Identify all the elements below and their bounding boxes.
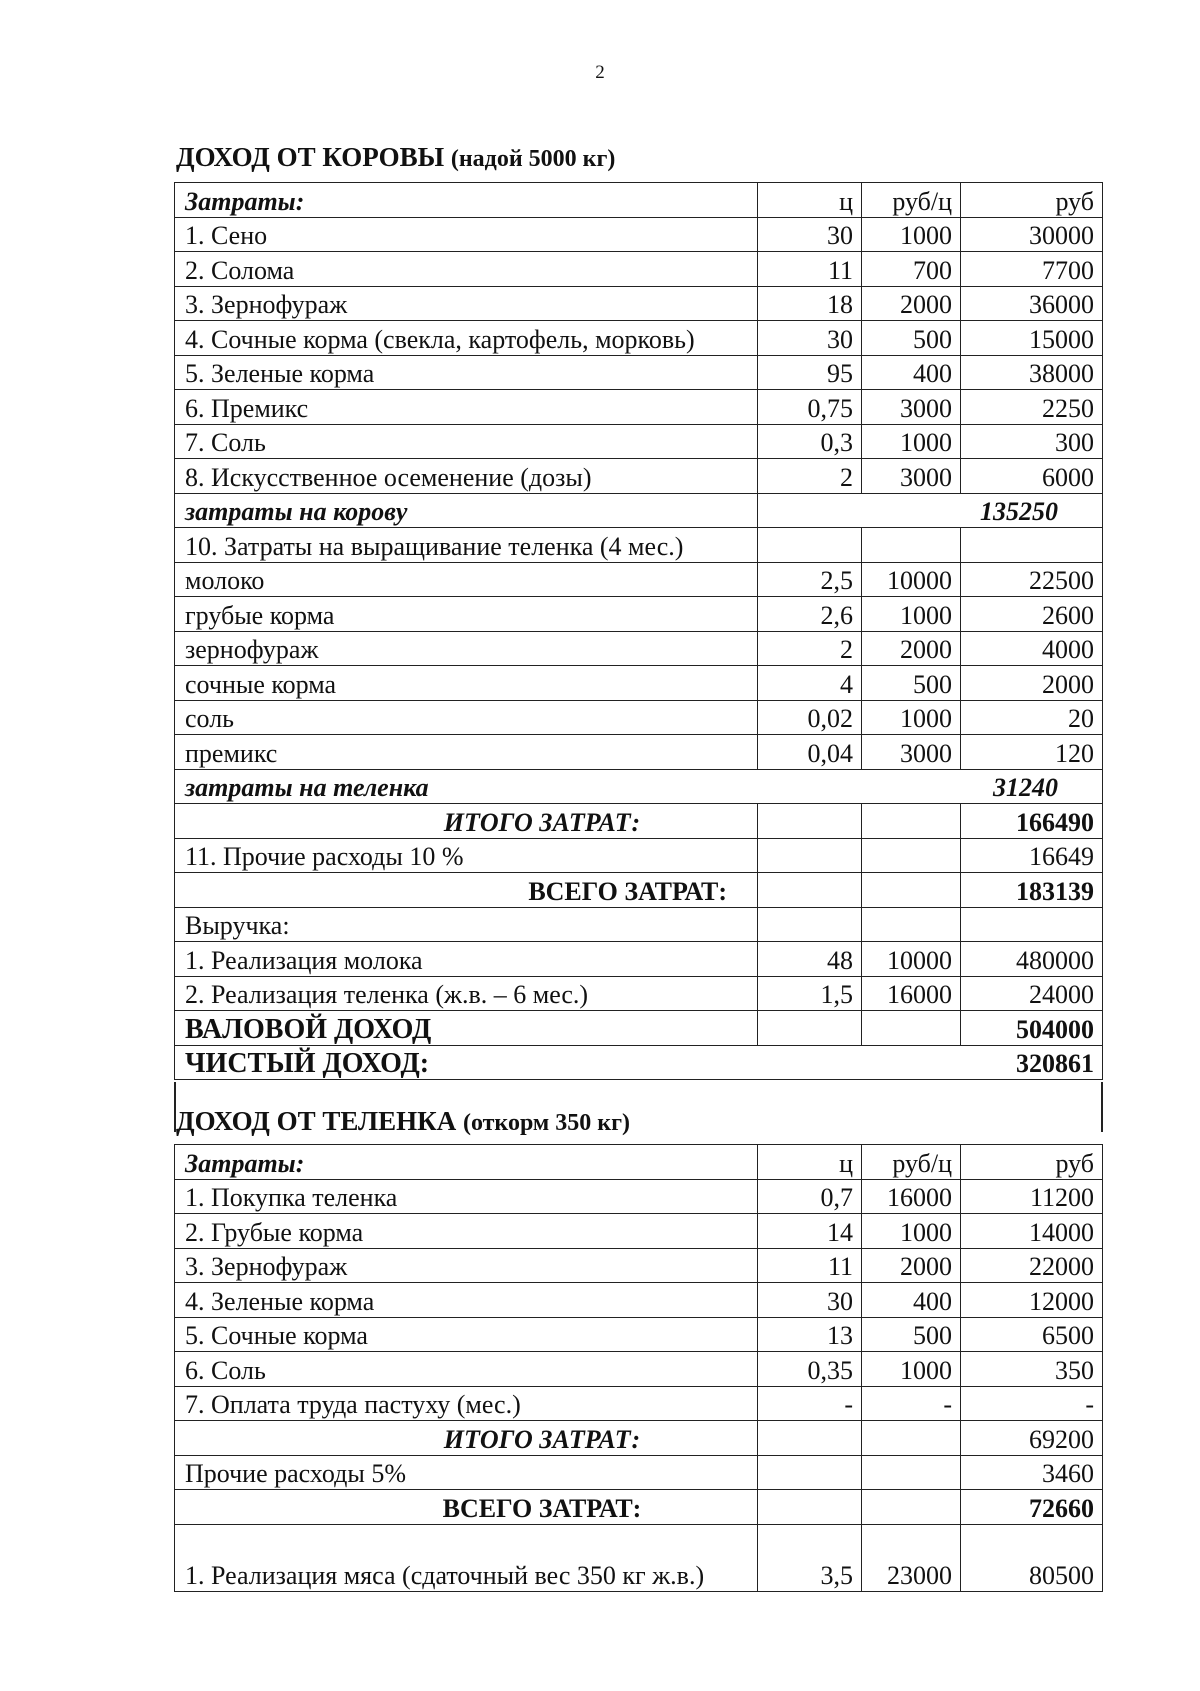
table-row (175, 217, 1103, 252)
gross-income-label: ВАЛОВОЙ ДОХОД (175, 1011, 758, 1046)
row-price: 500 (862, 666, 961, 701)
row-label: 4. Сочные корма (свекла, картофель, морковь) (175, 321, 758, 356)
row-quantity: 0,04 (758, 735, 862, 770)
calf-table-body (175, 1145, 1103, 1592)
table-row (175, 597, 1103, 632)
row-sum: 2250 (961, 390, 1103, 425)
row-quantity: 30 (758, 1283, 862, 1318)
subtotal-label: ИТОГО ЗАТРАТ: (175, 804, 758, 839)
row-label: 3. Зернофураж (175, 286, 758, 321)
empty-cell (862, 1011, 961, 1046)
subtotal-row (175, 804, 1103, 839)
row-quantity: 0,35 (758, 1352, 862, 1387)
net-income-label: ЧИСТЫЙ ДОХОД: (185, 1048, 430, 1079)
cow-subtitle: (надой 5000 кг) (450, 146, 616, 172)
row-quantity: 1,5 (758, 976, 862, 1011)
row-label: соль (175, 700, 758, 735)
row-sum: 22500 (961, 562, 1103, 597)
revenue-label: Выручка: (175, 907, 758, 942)
row-price: 23000 (862, 1524, 961, 1591)
calf-title: ДОХОД ОТ ТЕЛЕНКА (176, 1106, 457, 1136)
row-sum: 120 (961, 735, 1103, 770)
table-row (175, 1317, 1103, 1352)
row-label: 2. Грубые корма (175, 1214, 758, 1249)
empty-cell (862, 1490, 961, 1525)
header-unit-sum: руб (961, 1145, 1103, 1180)
subtotal-label: ИТОГО ЗАТРАТ: (175, 1421, 758, 1456)
net-income-cell (175, 1045, 1103, 1080)
total-value: 72660 (961, 1490, 1103, 1525)
row-sum: 6000 (961, 459, 1103, 494)
empty-cell (758, 1011, 862, 1046)
cow-costs-label: затраты на корову (175, 493, 758, 528)
table-row (175, 1352, 1103, 1387)
row-label: 2. Солома (175, 252, 758, 287)
row-sum: 300 (961, 424, 1103, 459)
row-price: 3000 (862, 735, 961, 770)
calf-costs-label: затраты на теленка (185, 773, 429, 802)
table-row (175, 355, 1103, 390)
row-quantity: 95 (758, 355, 862, 390)
calf-section-title (176, 1106, 630, 1137)
row-sum: 80500 (961, 1524, 1103, 1591)
row-label: молоко (175, 562, 758, 597)
subtotal-value: 166490 (961, 804, 1103, 839)
row-sum: 4000 (961, 631, 1103, 666)
row-quantity: 14 (758, 1214, 862, 1249)
row-label: 5. Сочные корма (175, 1317, 758, 1352)
meat-sale-label: 1. Реализация мяса (сдаточный вес 350 кг ж.в.) (175, 1524, 758, 1591)
cow-costs-value: 135250 (758, 493, 1103, 528)
row-price: 3000 (862, 459, 961, 494)
net-income-row (175, 1045, 1103, 1080)
table-row (175, 1386, 1103, 1421)
row-quantity: 11 (758, 1248, 862, 1283)
table-row (175, 666, 1103, 701)
row-quantity: 30 (758, 217, 862, 252)
total-value: 183139 (961, 873, 1103, 908)
row-price: - (862, 1386, 961, 1421)
row-price: 1000 (862, 217, 961, 252)
row-sum: 36000 (961, 286, 1103, 321)
row-label: грубые корма (175, 597, 758, 632)
header-unit-price: руб/ц (862, 1145, 961, 1180)
row-label: 2. Реализация теленка (ж.в. – 6 мес.) (175, 976, 758, 1011)
table-row (175, 1179, 1103, 1214)
row-quantity: 2 (758, 631, 862, 666)
total-label: ВСЕГО ЗАТРАТ: (175, 1490, 758, 1525)
row-label: 1. Сено (175, 217, 758, 252)
row-price: 400 (862, 1283, 961, 1318)
row-sum: 12000 (961, 1283, 1103, 1318)
empty-cell (758, 873, 862, 908)
row-sum: 20 (961, 700, 1103, 735)
row-price: 500 (862, 321, 961, 356)
table-row (175, 1248, 1103, 1283)
row-price: 2000 (862, 1248, 961, 1283)
row-quantity: 48 (758, 942, 862, 977)
header-unit-price: руб/ц (862, 183, 961, 218)
calf-costs-row (175, 769, 1103, 804)
row-quantity: 0,7 (758, 1179, 862, 1214)
table-header-row (175, 183, 1103, 218)
header-label: Затраты: (175, 1145, 758, 1180)
calf-costs-header-row (175, 528, 1103, 563)
row-sum: 480000 (961, 942, 1103, 977)
other-expenses-value: 3460 (961, 1455, 1103, 1490)
gross-income-value: 504000 (961, 1011, 1103, 1046)
empty-cell (862, 838, 961, 873)
row-label: 3. Зернофураж (175, 1248, 758, 1283)
table-row (175, 459, 1103, 494)
total-row (175, 1490, 1103, 1525)
other-expenses-label: Прочие расходы 5% (175, 1455, 758, 1490)
calf-costs-cell (175, 769, 1103, 804)
header-label: Затраты: (175, 183, 758, 218)
row-label: 5. Зеленые корма (175, 355, 758, 390)
table-border-line (1101, 1082, 1103, 1132)
cow-table-body (175, 183, 1103, 1080)
table-row (175, 390, 1103, 425)
row-label: 7. Оплата труда пастуху (мес.) (175, 1386, 758, 1421)
row-quantity: - (758, 1386, 862, 1421)
table-row (175, 321, 1103, 356)
empty-cell (758, 804, 862, 839)
cow-section-title (176, 142, 615, 173)
total-row (175, 873, 1103, 908)
subtotal-value: 69200 (961, 1421, 1103, 1456)
row-quantity: 18 (758, 286, 862, 321)
row-price: 16000 (862, 976, 961, 1011)
table-row (175, 976, 1103, 1011)
row-price: 16000 (862, 1179, 961, 1214)
row-sum: 350 (961, 1352, 1103, 1387)
header-unit-q: ц (758, 183, 862, 218)
table-row (175, 562, 1103, 597)
table-row (175, 735, 1103, 770)
row-price: 500 (862, 1317, 961, 1352)
calf-subtitle: (откорм 350 кг) (462, 1110, 630, 1136)
empty-cell (862, 907, 961, 942)
row-quantity: 0,75 (758, 390, 862, 425)
other-expenses-value: 16649 (961, 838, 1103, 873)
row-quantity: 30 (758, 321, 862, 356)
row-price: 3000 (862, 390, 961, 425)
row-label: 6. Премикс (175, 390, 758, 425)
header-unit-q: ц (758, 1145, 862, 1180)
empty-cell (758, 1490, 862, 1525)
table-row (175, 252, 1103, 287)
row-sum: 7700 (961, 252, 1103, 287)
header-unit-sum: руб (961, 183, 1103, 218)
empty-cell (758, 838, 862, 873)
table-row (175, 286, 1103, 321)
table-row (175, 424, 1103, 459)
calf-costs-value: 31240 (993, 773, 1058, 802)
empty-cell (961, 907, 1103, 942)
row-sum: 30000 (961, 217, 1103, 252)
empty-cell (758, 1455, 862, 1490)
row-price: 700 (862, 252, 961, 287)
other-expenses-row (175, 838, 1103, 873)
row-sum: 11200 (961, 1179, 1103, 1214)
empty-cell (961, 528, 1103, 563)
empty-cell (758, 907, 862, 942)
net-income-value: 320861 (1016, 1049, 1094, 1078)
other-expenses-row (175, 1455, 1103, 1490)
page-number: 2 (595, 62, 605, 83)
row-sum: 22000 (961, 1248, 1103, 1283)
row-sum: 2000 (961, 666, 1103, 701)
row-label: 6. Соль (175, 1352, 758, 1387)
subtotal-row (175, 1421, 1103, 1456)
row-quantity: 11 (758, 252, 862, 287)
meat-sale-row (175, 1524, 1103, 1591)
row-price: 1000 (862, 597, 961, 632)
row-label: 1. Реализация молока (175, 942, 758, 977)
table-row (175, 631, 1103, 666)
table-header-row (175, 1145, 1103, 1180)
row-label: премикс (175, 735, 758, 770)
row-sum: 6500 (961, 1317, 1103, 1352)
row-price: 10000 (862, 942, 961, 977)
row-quantity: 4 (758, 666, 862, 701)
row-price: 1000 (862, 424, 961, 459)
row-label: 1. Покупка теленка (175, 1179, 758, 1214)
row-quantity: 13 (758, 1317, 862, 1352)
empty-cell (862, 804, 961, 839)
row-price: 1000 (862, 1352, 961, 1387)
other-expenses-label: 11. Прочие расходы 10 % (175, 838, 758, 873)
empty-cell (758, 528, 862, 563)
row-price: 2000 (862, 631, 961, 666)
total-label: ВСЕГО ЗАТРАТ: (175, 873, 758, 908)
row-sum: - (961, 1386, 1103, 1421)
revenue-header-row (175, 907, 1103, 942)
row-quantity: 0,02 (758, 700, 862, 735)
row-price: 10000 (862, 562, 961, 597)
row-price: 1000 (862, 700, 961, 735)
row-quantity: 3,5 (758, 1524, 862, 1591)
row-price: 1000 (862, 1214, 961, 1249)
row-sum: 38000 (961, 355, 1103, 390)
table-row (175, 1283, 1103, 1318)
row-price: 2000 (862, 286, 961, 321)
empty-cell (862, 528, 961, 563)
row-quantity: 2,5 (758, 562, 862, 597)
row-sum: 15000 (961, 321, 1103, 356)
row-quantity: 2 (758, 459, 862, 494)
cow-title: ДОХОД ОТ КОРОВЫ (176, 142, 445, 172)
row-label: зернофураж (175, 631, 758, 666)
empty-cell (862, 1421, 961, 1456)
table-row (175, 942, 1103, 977)
cow-table (174, 182, 1103, 1080)
gross-income-row (175, 1011, 1103, 1046)
row-sum: 24000 (961, 976, 1103, 1011)
table-row (175, 1214, 1103, 1249)
empty-cell (862, 873, 961, 908)
row-label: 8. Искусственное осеменение (дозы) (175, 459, 758, 494)
row-label: сочные корма (175, 666, 758, 701)
row-sum: 14000 (961, 1214, 1103, 1249)
calf-table (174, 1144, 1103, 1592)
empty-cell (758, 1421, 862, 1456)
empty-cell (862, 1455, 961, 1490)
table-row (175, 700, 1103, 735)
cow-costs-row (175, 493, 1103, 528)
row-label: 4. Зеленые корма (175, 1283, 758, 1318)
row-label: 7. Соль (175, 424, 758, 459)
row-sum: 2600 (961, 597, 1103, 632)
row-quantity: 0,3 (758, 424, 862, 459)
calf-costs-header: 10. Затраты на выращивание теленка (4 мес.) (175, 528, 758, 563)
row-quantity: 2,6 (758, 597, 862, 632)
row-price: 400 (862, 355, 961, 390)
